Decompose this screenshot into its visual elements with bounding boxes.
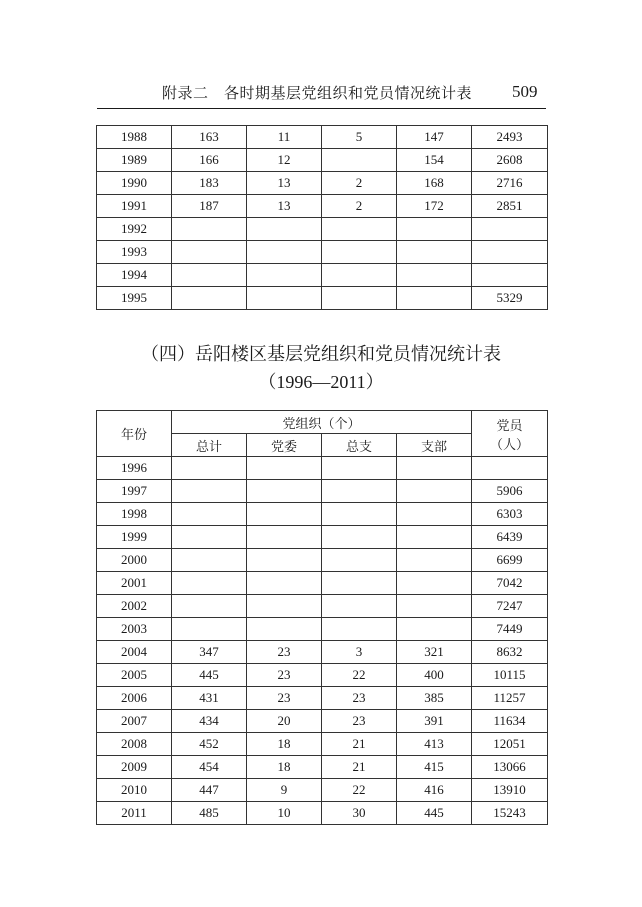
table-row	[97, 503, 548, 526]
page-number: 509	[512, 82, 538, 101]
value-cell	[172, 287, 247, 310]
year-cell: 1999	[97, 526, 172, 549]
value-cell: 3	[322, 641, 397, 664]
year-cell: 2010	[97, 779, 172, 802]
value-cell: 168	[397, 172, 472, 195]
value-cell	[322, 457, 397, 480]
value-cell: 5329	[472, 287, 548, 310]
value-cell	[172, 264, 247, 287]
year-cell: 2005	[97, 664, 172, 687]
value-cell: 7247	[472, 595, 548, 618]
value-cell: 2716	[472, 172, 548, 195]
running-header-title: 附录二 各时期基层党组织和党员情况统计表	[162, 84, 473, 102]
value-cell	[322, 526, 397, 549]
value-cell: 18	[247, 756, 322, 779]
year-cell: 2006	[97, 687, 172, 710]
value-cell: 11257	[472, 687, 548, 710]
value-cell	[397, 503, 472, 526]
year-cell: 1988	[97, 126, 172, 149]
value-cell: 22	[322, 664, 397, 687]
value-cell	[172, 241, 247, 264]
value-cell	[322, 218, 397, 241]
header-party-organizations: 党组织（个）	[172, 411, 472, 434]
table-row	[97, 480, 548, 503]
table-row	[97, 287, 548, 310]
value-cell: 385	[397, 687, 472, 710]
value-cell: 147	[397, 126, 472, 149]
value-cell	[397, 572, 472, 595]
value-cell	[322, 149, 397, 172]
value-cell	[322, 549, 397, 572]
table-row	[97, 756, 548, 779]
value-cell	[397, 480, 472, 503]
table-row	[97, 172, 548, 195]
value-cell	[397, 457, 472, 480]
value-cell: 415	[397, 756, 472, 779]
table-row	[97, 457, 548, 480]
header-total: 总计	[172, 434, 247, 457]
value-cell: 11634	[472, 710, 548, 733]
header-rule	[97, 108, 546, 109]
value-cell: 10	[247, 802, 322, 825]
year-cell: 1998	[97, 503, 172, 526]
value-cell: 15243	[472, 802, 548, 825]
value-cell	[247, 572, 322, 595]
table-row	[97, 618, 548, 641]
table-row	[97, 526, 548, 549]
value-cell: 9	[247, 779, 322, 802]
year-cell: 2008	[97, 733, 172, 756]
value-cell: 8632	[472, 641, 548, 664]
value-cell	[472, 241, 548, 264]
value-cell: 166	[172, 149, 247, 172]
value-cell: 7449	[472, 618, 548, 641]
table-row	[97, 241, 548, 264]
value-cell	[397, 287, 472, 310]
header-members-line2: （人）	[490, 437, 530, 453]
value-cell	[247, 241, 322, 264]
table-row	[97, 664, 548, 687]
value-cell: 452	[172, 733, 247, 756]
value-cell	[397, 526, 472, 549]
value-cell: 18	[247, 733, 322, 756]
year-cell: 1996	[97, 457, 172, 480]
value-cell: 391	[397, 710, 472, 733]
value-cell: 163	[172, 126, 247, 149]
year-cell: 1991	[97, 195, 172, 218]
year-cell: 1992	[97, 218, 172, 241]
value-cell	[397, 549, 472, 572]
value-cell	[247, 480, 322, 503]
table-row	[97, 687, 548, 710]
year-cell: 2011	[97, 802, 172, 825]
value-cell: 485	[172, 802, 247, 825]
value-cell: 13910	[472, 779, 548, 802]
year-cell: 1993	[97, 241, 172, 264]
value-cell: 413	[397, 733, 472, 756]
value-cell	[397, 241, 472, 264]
table-row	[97, 802, 548, 825]
value-cell	[172, 595, 247, 618]
value-cell: 23	[322, 687, 397, 710]
year-cell: 1990	[97, 172, 172, 195]
value-cell: 2608	[472, 149, 548, 172]
value-cell: 23	[247, 687, 322, 710]
value-cell: 321	[397, 641, 472, 664]
year-cell: 2002	[97, 595, 172, 618]
value-cell: 6699	[472, 549, 548, 572]
header-party-members	[472, 411, 548, 457]
value-cell: 445	[397, 802, 472, 825]
value-cell	[472, 457, 548, 480]
year-cell: 2009	[97, 756, 172, 779]
table-row	[97, 733, 548, 756]
value-cell: 154	[397, 149, 472, 172]
value-cell: 23	[247, 664, 322, 687]
value-cell: 5	[322, 126, 397, 149]
table-row	[97, 779, 548, 802]
value-cell	[472, 264, 548, 287]
value-cell	[247, 218, 322, 241]
value-cell	[322, 287, 397, 310]
value-cell: 7042	[472, 572, 548, 595]
table-row	[97, 218, 548, 241]
value-cell: 6439	[472, 526, 548, 549]
value-cell: 6303	[472, 503, 548, 526]
value-cell	[322, 480, 397, 503]
value-cell	[322, 572, 397, 595]
value-cell: 21	[322, 733, 397, 756]
year-cell: 1995	[97, 287, 172, 310]
value-cell	[322, 264, 397, 287]
value-cell	[247, 457, 322, 480]
header-branch: 支部	[397, 434, 472, 457]
value-cell: 5906	[472, 480, 548, 503]
value-cell	[247, 287, 322, 310]
value-cell: 20	[247, 710, 322, 733]
value-cell: 416	[397, 779, 472, 802]
year-cell: 2004	[97, 641, 172, 664]
value-cell: 172	[397, 195, 472, 218]
table-row	[97, 126, 548, 149]
value-cell: 23	[322, 710, 397, 733]
year-cell: 2007	[97, 710, 172, 733]
section-title: （四）岳阳楼区基层党组织和党员情况统计表	[141, 344, 501, 365]
section-subtitle: （1996—2011）	[258, 372, 384, 392]
value-cell: 347	[172, 641, 247, 664]
value-cell: 187	[172, 195, 247, 218]
table-row	[97, 572, 548, 595]
value-cell	[322, 595, 397, 618]
value-cell: 445	[172, 664, 247, 687]
value-cell: 13	[247, 172, 322, 195]
table-row	[97, 195, 548, 218]
value-cell: 11	[247, 126, 322, 149]
year-cell: 1989	[97, 149, 172, 172]
value-cell	[247, 264, 322, 287]
value-cell	[397, 218, 472, 241]
value-cell	[172, 572, 247, 595]
value-cell	[322, 618, 397, 641]
value-cell: 2493	[472, 126, 548, 149]
header-members-line1: 党员	[496, 418, 523, 434]
value-cell	[397, 595, 472, 618]
header-general-branch: 总支	[322, 434, 397, 457]
value-cell: 454	[172, 756, 247, 779]
value-cell: 2	[322, 195, 397, 218]
value-cell: 13066	[472, 756, 548, 779]
value-cell	[247, 595, 322, 618]
year-cell: 1997	[97, 480, 172, 503]
value-cell: 434	[172, 710, 247, 733]
value-cell	[397, 618, 472, 641]
value-cell: 13	[247, 195, 322, 218]
yueyanglou-statistics-table	[96, 410, 548, 825]
value-cell: 12	[247, 149, 322, 172]
value-cell	[247, 526, 322, 549]
value-cell	[172, 549, 247, 572]
value-cell	[172, 618, 247, 641]
value-cell: 2851	[472, 195, 548, 218]
value-cell	[172, 218, 247, 241]
value-cell: 447	[172, 779, 247, 802]
header-party-committee: 党委	[247, 434, 322, 457]
value-cell	[247, 549, 322, 572]
year-cell: 2000	[97, 549, 172, 572]
value-cell	[247, 503, 322, 526]
year-cell: 2001	[97, 572, 172, 595]
top-statistics-table	[96, 125, 548, 310]
value-cell	[472, 218, 548, 241]
header-year: 年份	[97, 411, 172, 457]
value-cell	[397, 264, 472, 287]
year-cell: 2003	[97, 618, 172, 641]
value-cell: 400	[397, 664, 472, 687]
value-cell: 30	[322, 802, 397, 825]
value-cell	[322, 503, 397, 526]
table-row	[97, 710, 548, 733]
table-row	[97, 595, 548, 618]
value-cell: 431	[172, 687, 247, 710]
value-cell: 2	[322, 172, 397, 195]
year-cell: 1994	[97, 264, 172, 287]
table-row	[97, 264, 548, 287]
table-row	[97, 549, 548, 572]
value-cell: 183	[172, 172, 247, 195]
value-cell	[172, 480, 247, 503]
value-cell: 22	[322, 779, 397, 802]
value-cell	[247, 618, 322, 641]
value-cell	[172, 503, 247, 526]
table-row	[97, 149, 548, 172]
value-cell: 21	[322, 756, 397, 779]
value-cell	[172, 457, 247, 480]
value-cell	[172, 526, 247, 549]
value-cell	[322, 241, 397, 264]
value-cell: 23	[247, 641, 322, 664]
value-cell: 10115	[472, 664, 548, 687]
value-cell: 12051	[472, 733, 548, 756]
table-row	[97, 641, 548, 664]
